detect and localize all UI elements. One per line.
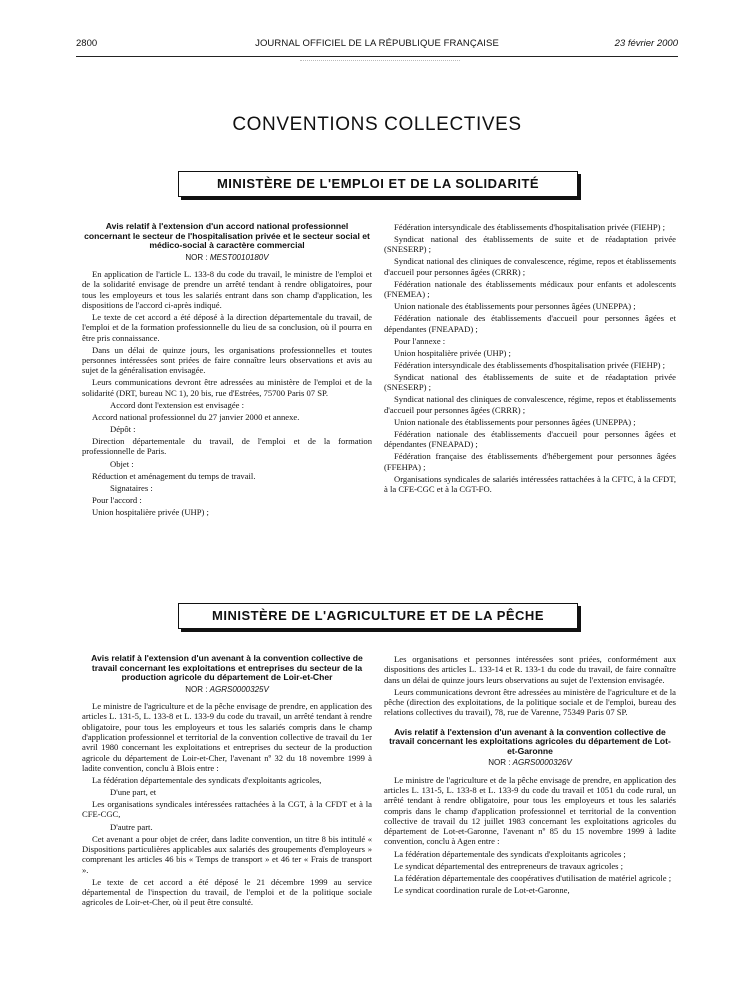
paragraph: D'une part, et [110,787,157,798]
publication-date: 23 février 2000 [614,38,678,49]
ministry2-right-column [384,654,676,897]
signataire-item: Fédération française des établissements d'hébergement pour personnes âgées (FFEHPA) ; [384,451,676,472]
nor-code: MESТ0010180V [209,252,269,262]
paragraph: La fédération départementale des syndicats d'exploitants agricoles, [92,774,322,785]
paragraph: Le ministre de l'agriculture et de la pêche envisage de prendre, en application des articles L. 131-5, L. 133-8 et L. 133-9 du code du travail, un arrêté tendant à rendre obligatoire, pour tous les employeurs et tous les salariés compris dans le champ d'application professionnel et territorial de la convention collective de travail du 1er avril 1980 concernant les exploitations et entreprises du secteur de la production agricole du département de Loir-et-Cher, l'avenant nº 32 du 18 novembre 1999 à ladite convention, conclu à Blois entre : [82,701,372,773]
ministry-emploi-banner: MINISTÈRE DE L'EMPLOI ET DE LA SOLIDARITÉ [178,171,578,197]
nor-label: NOR : [185,252,208,262]
signataire-item: Union nationale des établissements pour personnes âgées (UNEPPA) ; [394,301,636,312]
signataire-item: Union nationale des établissements pour personnes âgées (UNEPPA) ; [394,416,636,427]
paragraph: Le texte de cet accord a été déposé le 21 décembre 1999 au service départemental de l'inspection du travail, de l'emploi et de la politique sociale agricoles de Loir-et-Cher, où il peut être consulté. [82,876,372,908]
paragraph: D'autre part. [110,821,153,832]
paragraph: Les organisations et personnes intéressées sont priées, conformément aux dispositions des articles L. 133-14 et R. 133-1 du code du travail, de faire connaître dans un délai de quinze jours leurs observations au sujet de l'extension envisagée. [384,654,676,685]
avis-title: Avis relatif à l'extension d'un avenant à la convention collective de travail concernant les exploitations et entreprises du secteur de la production agricole du département de Loir-et-Cher [91,653,363,683]
objet-text: Réduction et aménagement du temps de travail. [92,470,256,481]
signataire-item: Syndicat national des cliniques de convalescence, régime, repos et établissements d'accueil pour personnes âgées (CRRR) ; [384,394,676,415]
paragraph: Dans un délai de quinze jours, les organisations professionnelles et toutes personnes intéressées sont priées de faire connaître leurs observations et avis au sujet de la généralisation envisagée. [82,344,372,376]
paragraph: Le syndicat coordination rurale de Lot-et-Garonne, [394,884,570,895]
nor-line [82,253,372,263]
signataire-item: Syndicat national des établissements de suite et de réadaptation privée (SNESERP) ; [384,372,676,393]
ministry1-left-column [82,222,372,519]
paragraph: Leurs communications devront être adressées au ministère de l'agriculture et de la pêche (direction des exploitations, de la politique sociale et de l'emploi, bureau des relations collectives du travail), 78, rue de Varenne, 75349 Paris 07 SP. [384,686,676,718]
signataire-item: Fédération intersyndicale des établissements d'hospitalisation privée (FIEHP) ; [394,359,665,370]
paragraph: La fédération départementale des coopératives d'utilisation de matériel agricole ; [394,872,672,883]
paragraph: En application de l'article L. 133-8 du code du travail, le ministre de l'emploi et de la solidarité envisage de prendre un arrêté tendant à rendre obligatoires, pour tous les employeurs et tous les salariés entrant dans son champ d'application, les dispositions de l'accord ci-après indiqué. [82,269,372,310]
nor-label: NOR : [488,758,511,768]
depot-label: Dépôt : [110,424,136,435]
paragraph: Cet avenant a pour objet de créer, dans ladite convention, un titre 8 bis intitulé « Dispositions particulières applicables aux salariés des groupements d'employeurs » comprenant les articles 46 bis « Temps de transport » et 46 ter « Frais de transport ». [82,833,372,875]
paragraph: Les organisations syndicales intéressées rattachées à la CGT, à la CFDT et à la CFE-CGC, [82,799,372,820]
signataires-label: Signataires : [110,482,153,493]
nor-code: AGRS0000325V [209,684,269,694]
nor-code: AGRS0000326V [512,758,572,768]
ministry-agriculture-banner: MINISTÈRE DE L'AGRICULTURE ET DE LA PÊCHE [178,603,578,629]
paragraph: Le syndicat départemental des entrepreneurs de travaux agricoles ; [394,860,624,871]
annexe-label: Pour l'annexe : [394,335,446,346]
nor-line [82,685,372,695]
pour-accord-label: Pour l'accord : [92,494,142,505]
accord-label: Accord dont l'extension est envisagée : [110,399,244,410]
signataire-item: Fédération nationale des établissements d'accueil pour personnes âgées et dépendantes (FNEAPAD) ; [384,313,676,334]
signataire-item: Fédération intersyndicale des établissements d'hospitalisation privée (FIEHP) ; [394,222,665,232]
header-rule [76,56,678,57]
signataire-item: Syndicat national des établissements de suite et de réadaptation privée (SNESERP) ; [384,234,676,255]
signataire-item: Union hospitalière privée (UHP) ; [92,506,209,517]
signataire-item: Fédération nationale des établissements médicaux pour enfants et adolescents (FNEMEA) ; [384,278,676,300]
paragraph: Le ministre de l'agriculture et de la pêche envisage de prendre, en application des articles L. 131-5, L. 133-8 et L. 133-9 du code du travail et 1051 du code rural, un arrêté tendant à rendre obligatoire, pour tous les employeurs et tous les salariés compris dans le champ d'application professionnel et territorial de la convention collective de travail du 12 juillet 1983 concernant les exploitations agricoles du département de Lot-et-Garonne, l'avenant nº 85 du 15 novembre 1999 à ladite convention, conclu à Agen entre : [384,774,676,847]
paragraph: Leurs communications devront être adressées au ministère de l'emploi et de la solidarité (DRT, bureau NC 1), 20 bis, rue d'Estrées, 75700 Paris 07 SP. [82,377,372,398]
depot-text: Direction départementale du travail, de l'emploi et de la formation professionnelle de Paris. [82,436,372,457]
objet-label: Objet : [110,458,134,469]
avis-title: Avis relatif à l'extension d'un avenant à la convention collective de travail concernant les exploitations agricoles du département de Lot-et-Garonne [389,726,671,756]
section-title: CONVENTIONS COLLECTIVES [232,114,522,135]
journal-title: JOURNAL OFFICIEL DE LA RÉPUBLIQUE FRANÇAISE [255,38,499,49]
page-header [76,38,678,54]
page-number: 2800 [76,38,98,49]
paragraph: Le texte de cet accord a été déposé à la direction départementale du travail, de l'emploi et de la formation professionnelle du lieu de sa conclusion, où il pourra en être pris connaissance. [82,312,372,343]
signataire-item: Union hospitalière privée (UHP) ; [394,347,511,358]
signataire-item: Organisations syndicales de salariés intéressées rattachées à la CFTC, à la CFDT, à la CFE-CGC et à la CGT-FO. [384,473,676,494]
ministry2-left-column [82,654,372,909]
avis-title: Avis relatif à l'extension d'un accord national professionnel concernant le secteur de l'hospitalisation privée et le secteur social et médico-social à caractère commercial [84,221,370,251]
nor-label: NOR : [185,684,208,694]
paragraph: La fédération départementale des syndicats d'exploitants agricoles ; [394,848,626,859]
faint-rule [300,60,460,61]
signataire-item: Syndicat national des cliniques de convalescence, régime, repos et établissements d'accueil pour personnes âgées (CRRR) ; [384,256,676,277]
signataire-item: Fédération nationale des établissements d'accueil pour personnes âgées et dépendantes (FNEAPAD) ; [384,428,676,450]
accord-text: Accord national professionnel du 27 janvier 2000 et annexe. [92,411,300,422]
ministry1-right-column [384,222,676,496]
nor-line [384,758,676,768]
